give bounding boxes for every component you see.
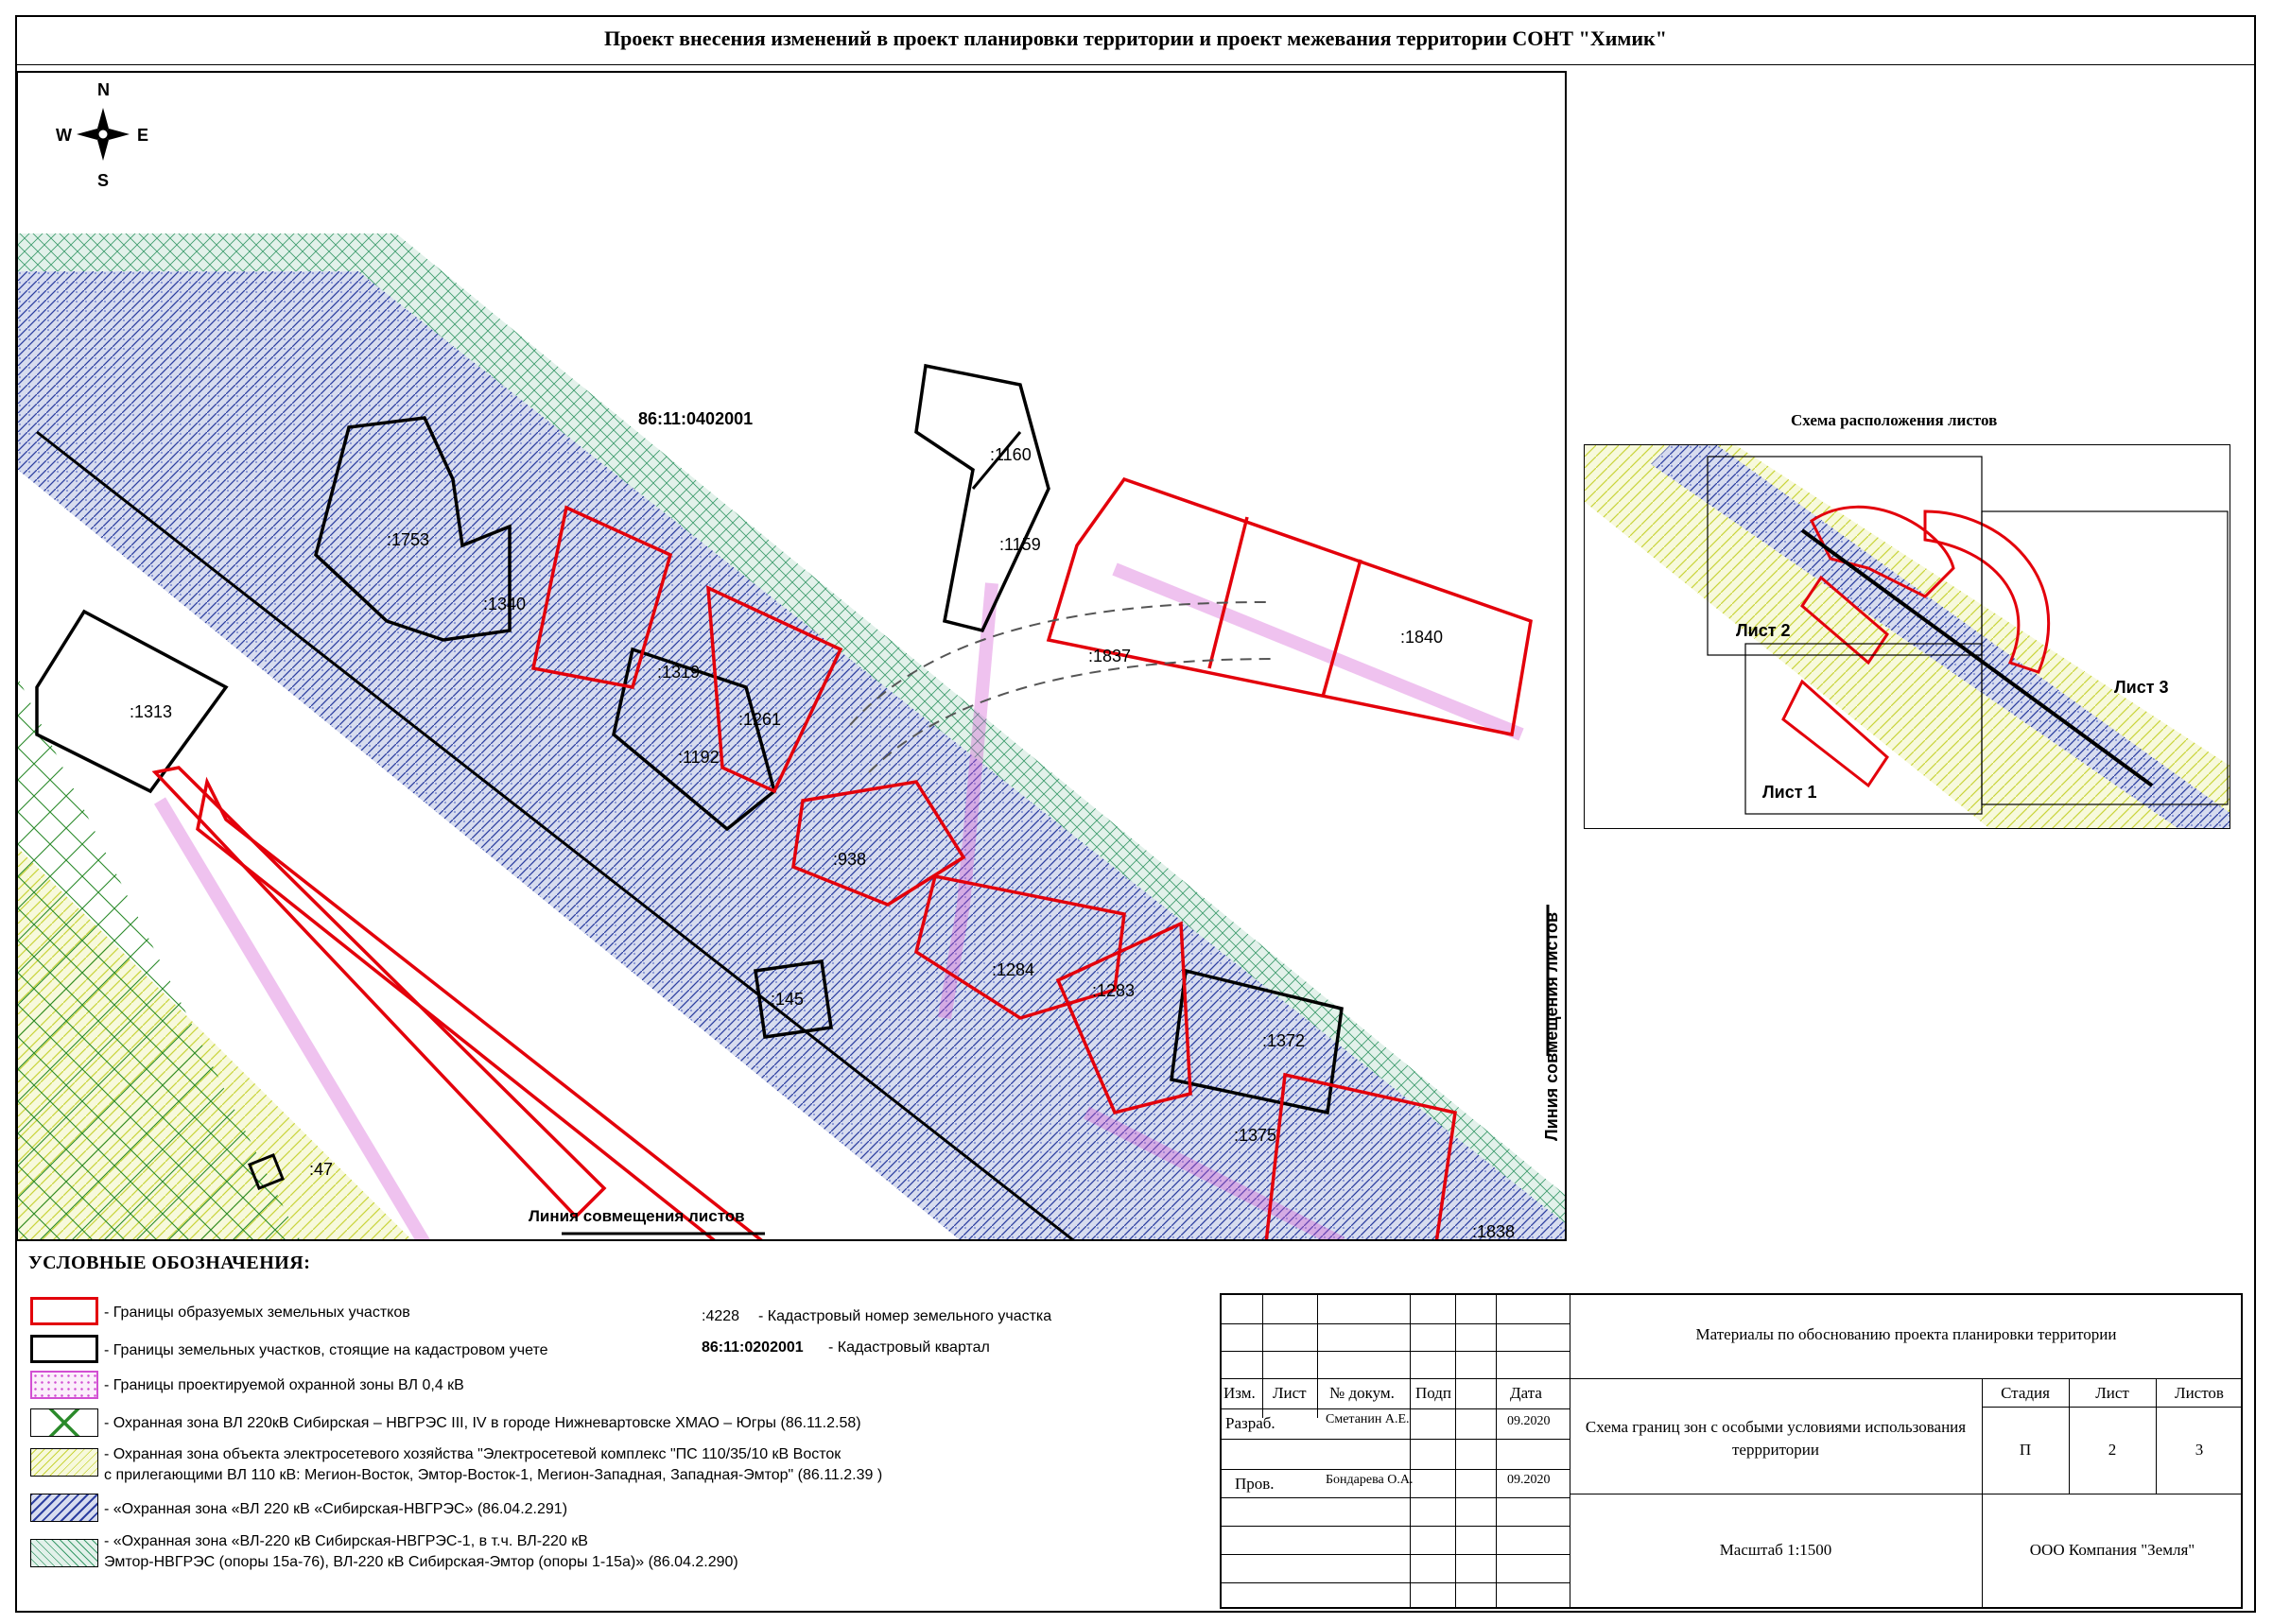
stamp-stage-label: Стадия xyxy=(2001,1384,2050,1402)
parcel-label-1284: :1284 xyxy=(992,960,1035,979)
stamp-scale: Масштаб 1:1500 xyxy=(1719,1541,1832,1559)
parcel-label-1753: :1753 xyxy=(387,530,430,549)
compass-n: N xyxy=(97,80,110,99)
drawing-title: Проект внесения изменений в проект планировки территории и проект межевания территории СОНТ "Химик" xyxy=(604,26,1667,50)
combine-line-label-horizontal: Линия совмещения листов xyxy=(529,1207,745,1225)
stamp-sheet: 2 xyxy=(2108,1441,2117,1459)
stamp-col-doc: № докум. xyxy=(1329,1384,1395,1402)
legend-swatch-zone-110 xyxy=(30,1448,98,1477)
stamp-col-sign: Подп xyxy=(1415,1384,1452,1402)
parcel-label-938: :938 xyxy=(833,850,867,869)
compass-s: S xyxy=(97,171,110,190)
stamp-sheets: 3 xyxy=(2195,1441,2204,1459)
parcel-label-1840: :1840 xyxy=(1400,628,1444,647)
legend-swatch-zone-290 xyxy=(30,1539,98,1567)
parcel-label-1837: :1837 xyxy=(1088,647,1132,665)
stamp-stage: П xyxy=(2019,1441,2032,1459)
compass-rose-icon xyxy=(77,108,130,161)
map-canvas xyxy=(18,73,1567,1241)
legend-cadastral-quarter-text: - Кадастровый квартал xyxy=(828,1339,990,1356)
inset-sheet-3: Лист 3 xyxy=(2114,678,2169,697)
legend-swatch-zone-220-iii-iv xyxy=(30,1408,98,1437)
stamp-name-developer: Сметанин А.Е. xyxy=(1326,1412,1410,1426)
compass-e: E xyxy=(137,126,149,145)
stamp-col-izm: Изм. xyxy=(1223,1384,1256,1402)
parcel-label-1319: :1319 xyxy=(657,663,701,682)
stamp-sheet-label: Лист xyxy=(2095,1384,2129,1402)
parcel-label-1313: :1313 xyxy=(130,702,173,721)
stamp-date-developer: 09.2020 xyxy=(1507,1414,1551,1428)
stamp-col-date: Дата xyxy=(1510,1384,1542,1402)
legend-cadastral-quarter-sample: 86:11:0202001 xyxy=(702,1339,804,1356)
legend-swatch-registered-parcels xyxy=(30,1335,98,1363)
parcel-label-1838: :1838 xyxy=(1472,1222,1516,1241)
stamp-date-checker: 09.2020 xyxy=(1507,1473,1551,1487)
parcel-label-1261: :1261 xyxy=(738,710,782,729)
inset-sheet-1: Лист 1 xyxy=(1762,783,1817,802)
quarter-label: 86:11:0402001 xyxy=(638,409,754,428)
legend-swatch-zone-291 xyxy=(30,1494,98,1522)
stamp-name-checker: Бондарева О.А. xyxy=(1326,1473,1414,1487)
title-divider xyxy=(17,64,2254,65)
parcel-label-1283: :1283 xyxy=(1092,981,1136,1000)
stamp-header: Материалы по обоснованию проекта планировки территории xyxy=(1695,1325,2117,1343)
legend-swatch-zone-04kv xyxy=(30,1371,98,1399)
legend-swatch-new-parcels xyxy=(30,1297,98,1325)
legend-new-parcels: - Границы образуемых земельных участков xyxy=(104,1304,410,1321)
parcel-label-1192: :1192 xyxy=(678,748,720,767)
legend-title: УСЛОВНЫЕ ОБОЗНАЧЕНИЯ: xyxy=(28,1253,311,1273)
stamp-role-checker: Пров. xyxy=(1235,1475,1275,1493)
legend-zone-220-iii-iv: - Охранная зона ВЛ 220кВ Сибирская – НВГРЭС III, IV в городе Нижневартовске ХМАО – Югры (86.11.2.58) xyxy=(104,1415,861,1431)
parcel-label-1159: :1159 xyxy=(999,535,1041,554)
stamp-company: ООО Компания "Земля" xyxy=(2029,1541,2195,1559)
legend-zone-290-line1: - «Охранная зона «ВЛ-220 кВ Сибирская-НВГРЭС-1, в т.ч. ВЛ-220 кВ xyxy=(104,1533,588,1549)
sheet-layout-inset[interactable] xyxy=(1584,444,2230,829)
legend-zone-291: - «Охранная зона «ВЛ 220 кВ «Сибирская-НВГРЭС» (86.04.2.291) xyxy=(104,1501,568,1517)
inset-title: Схема расположения листов xyxy=(1791,411,1998,429)
legend-zone-110-line2: с прилегающими ВЛ 110 кВ: Мегион-Восток, Эмтор-Восток-1, Мегион-Западная, Западная-Эмтор" (86.11.2.39 ) xyxy=(104,1467,883,1483)
legend-cadastral-number-sample: :4228 xyxy=(702,1308,740,1324)
parcel-label-145: :145 xyxy=(771,990,805,1009)
stamp-role-developer: Разраб. xyxy=(1225,1414,1275,1432)
combine-line-label-vertical: Линия совмещения листов xyxy=(1542,911,1561,1141)
inset-sheet-2: Лист 2 xyxy=(1736,621,1791,640)
compass-w: W xyxy=(56,126,72,145)
parcel-label-1372: :1372 xyxy=(1262,1031,1306,1050)
legend-zone-290-line2: Эмтор-НВГРЭС (опоры 15а-76), ВЛ-220 кВ Сибирская-Эмтор (опоры 1-15а)» (86.04.2.290) xyxy=(104,1554,738,1570)
parcel-label-1375: :1375 xyxy=(1234,1126,1277,1145)
parcel-label-47: :47 xyxy=(309,1160,334,1179)
legend-zone-04kv: - Границы проектируемой охранной зоны ВЛ 0,4 кВ xyxy=(104,1377,464,1393)
parcel-label-1160: :1160 xyxy=(990,445,1032,464)
main-map[interactable] xyxy=(16,71,1567,1241)
inset-canvas xyxy=(1585,445,2230,829)
parcel-1160 xyxy=(916,366,1049,631)
legend-registered-parcels: - Границы земельных участков, стоящие на кадастровом учете xyxy=(104,1342,548,1358)
stamp-drawing-title: Схема границ зон с особыми условиями использования террритории xyxy=(1585,1418,1967,1459)
legend-zone-110-line1: - Охранная зона объекта электросетевого хозяйства "Электросетевой комплекс "ПС 110/35/10 кВ Восток xyxy=(104,1446,842,1462)
parcel-label-1340: :1340 xyxy=(483,595,527,613)
stamp-col-list: Лист xyxy=(1273,1384,1307,1402)
title-block xyxy=(1220,1293,2243,1609)
parcel-1313 xyxy=(37,612,226,791)
zone-04kv-line-3 xyxy=(1115,569,1521,734)
stamp-sheets-label: Листов xyxy=(2175,1384,2224,1402)
legend-cadastral-number-text: - Кадастровый номер земельного участка xyxy=(758,1308,1052,1324)
